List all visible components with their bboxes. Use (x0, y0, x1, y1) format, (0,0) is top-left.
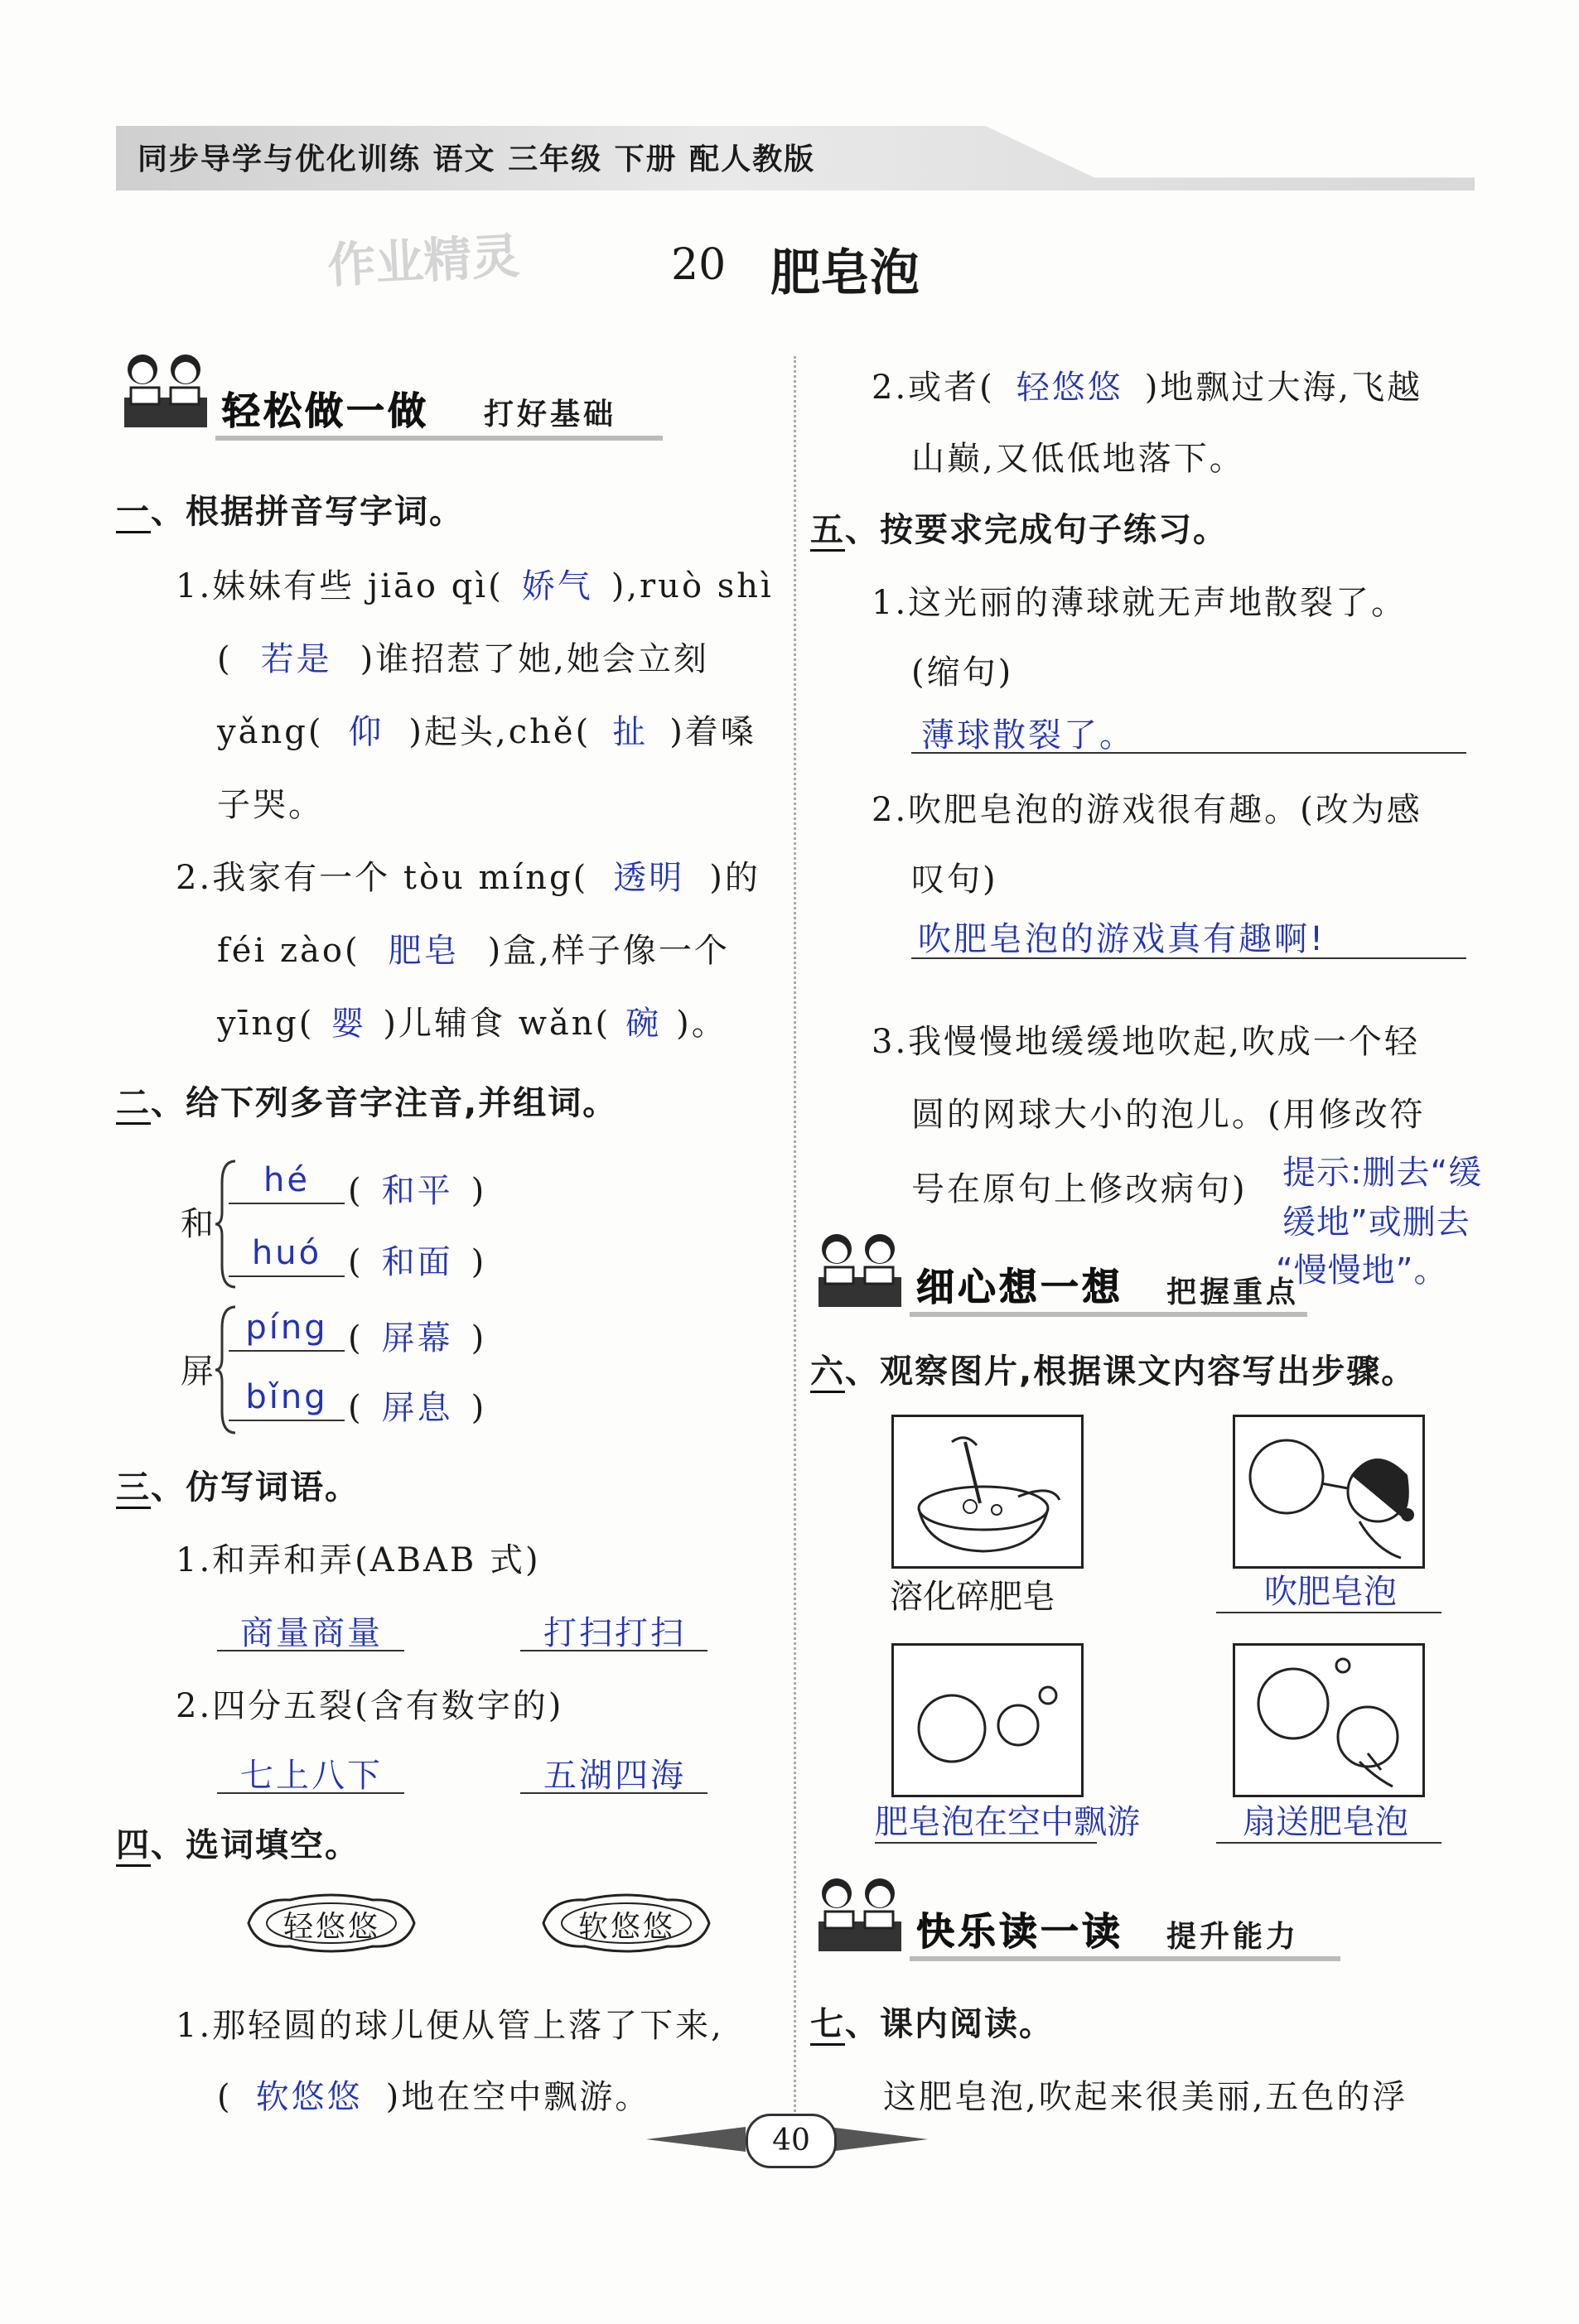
banner-sub-text: 打好基础 (484, 398, 617, 432)
question-2-heading (116, 1077, 617, 1124)
question-5-number: 五 (810, 511, 845, 552)
text: féi zào( (217, 932, 360, 970)
text: ( (348, 1172, 364, 1210)
text: )盒,样子像一个 (487, 932, 730, 970)
answer-line (229, 1203, 345, 1204)
text: ) (471, 1319, 487, 1357)
tag-label: 轻悠悠 (283, 1910, 381, 1944)
bubbles-icon (894, 1646, 1081, 1795)
text: ( (348, 1319, 364, 1357)
text: ) (471, 1243, 487, 1281)
answer-line (1216, 1612, 1441, 1613)
section-banner-focus (810, 1219, 1357, 1327)
q1-line-3 (217, 706, 756, 753)
question-3-heading (116, 1461, 360, 1508)
word-tag-2 (535, 1890, 717, 1956)
text: )谁招惹了她,她会立刻 (360, 640, 709, 678)
answer-line (520, 1650, 707, 1651)
answer: 薄球散裂了。 (921, 716, 1135, 755)
answer-line (229, 1275, 345, 1277)
answer: píng (245, 1309, 328, 1347)
text: )的 (709, 859, 761, 897)
q1-line-5 (176, 851, 761, 899)
page-number: 40 (746, 2114, 837, 2168)
question-6-number: 六 (810, 1352, 845, 1393)
word-answer-row (348, 1236, 486, 1283)
question-1-title: 、根据拼音写字词。 (151, 493, 464, 531)
question-5-title: 、按要求完成句子练习。 (845, 511, 1228, 549)
banner-sub-text: 提升能力 (1166, 1920, 1300, 1954)
text: ) (471, 1389, 487, 1427)
text: )着嗓 (669, 713, 756, 751)
question-3-title: 、仿写词语。 (151, 1468, 360, 1507)
pinyin-answer (229, 1378, 345, 1416)
picture-floating-bubbles (891, 1643, 1084, 1797)
answer-line (911, 752, 1466, 754)
text: ( (217, 2078, 233, 2116)
banner-main-text: 轻松做一做 (222, 388, 429, 433)
answer-line (875, 1842, 1097, 1844)
answer: bǐng (245, 1378, 328, 1416)
answer-line (217, 1650, 404, 1651)
question-7-number: 七 (810, 2005, 845, 2046)
q5-sentence-1: 1.这光丽的薄球就无声地散裂了。 (872, 584, 1408, 622)
answer: 娇气 (521, 567, 593, 605)
pinyin-answer (229, 1161, 345, 1199)
question-7-title: 、课内阅读。 (845, 2005, 1054, 2043)
answer: 和面 (381, 1243, 453, 1281)
q4-line-2 (217, 2071, 650, 2118)
polyphone-char-1: 和 (181, 1205, 216, 1243)
kids-reading-icon (810, 1227, 910, 1319)
answer: huó (251, 1234, 322, 1272)
q5-sentence-2-req: 叹句) (911, 861, 998, 899)
question-7-heading (810, 1998, 1054, 2045)
pinyin-answer (229, 1234, 345, 1272)
section-banner-reading (810, 1864, 1357, 1971)
answer: 商量商量 (240, 1614, 383, 1652)
answer: 肥皂 (388, 932, 460, 970)
answer: 屏息 (381, 1389, 453, 1427)
question-6-title: 、观察图片,根据课文内容写出步骤。 (845, 1352, 1417, 1391)
kids-reading-icon (116, 348, 215, 439)
answer-line (1216, 1842, 1441, 1844)
caption-1: 溶化碎肥皂 (890, 1578, 1055, 1616)
answer: 吹肥皂泡的游戏真有趣啊! (918, 920, 1326, 958)
polyphone-char-2: 屏 (181, 1352, 216, 1391)
answer: 透明 (613, 859, 685, 897)
answer: hé (263, 1161, 310, 1199)
hint-text: “慢慢地”。 (1276, 1251, 1448, 1290)
q4-line-3 (872, 361, 1422, 408)
section-banner-basics (116, 340, 663, 447)
q3-prompt-1: 1.和弄和弄(ABAB 式) (176, 1541, 541, 1579)
answer: 婴 (331, 1005, 367, 1043)
question-4-heading (116, 1819, 360, 1866)
banner-underline (215, 436, 663, 441)
text: 2.或者( (872, 369, 995, 407)
text: 2.我家有一个 tòu míng( (176, 859, 589, 897)
q4-line-4: 山巅,又低低地落下。 (911, 440, 1245, 478)
answer: 五湖四海 (543, 1757, 686, 1795)
question-1-number: 一 (116, 493, 151, 533)
answer-line (911, 957, 1466, 959)
text: ( (348, 1389, 364, 1427)
answer: 和平 (381, 1172, 453, 1210)
q1-line-7 (217, 997, 727, 1044)
q4-line-1: 1.那轻圆的球儿便从管上落了下来, (176, 2007, 724, 2045)
text: )儿辅食 wǎn( (383, 1005, 611, 1043)
answer: 软悠悠 (255, 2078, 363, 2116)
caption-3: 肥皂泡在空中飘游 (875, 1803, 1140, 1841)
q5-sentence-3b: 圆的网球大小的泡儿。(用修改符 (911, 1096, 1426, 1134)
header-text: 同步导学与优化训练 语文 三年级 下册 配人教版 (138, 142, 816, 176)
text: ),ruò shì (611, 567, 774, 605)
answer: 屏幕 (381, 1319, 453, 1357)
text: )起头,chě( (408, 713, 592, 751)
text: )。 (676, 1005, 727, 1043)
answer: 碗 (625, 1005, 662, 1043)
watermark: 作业精灵 (326, 227, 521, 295)
column-divider (794, 356, 796, 2137)
picture-blowing-bubble (1233, 1415, 1425, 1569)
question-4-number: 四 (116, 1826, 151, 1867)
hint-text: 提示:删去“缓 (1282, 1154, 1483, 1192)
bowl-stirring-icon (894, 1417, 1081, 1566)
reading-passage: 这肥皂泡,吹起来很美丽,五色的浮 (883, 2078, 1408, 2116)
banner-underline (910, 1956, 1340, 1961)
hand-fanning-icon (1235, 1646, 1422, 1795)
answer: 打扫打扫 (543, 1614, 686, 1652)
answer: 仰 (348, 713, 384, 751)
q5-sentence-3c: 号在原句上修改病句) (911, 1170, 1248, 1208)
question-6-heading (810, 1345, 1416, 1392)
banner-sub-text: 把握重点 (1166, 1275, 1300, 1309)
answer-line (229, 1350, 345, 1352)
question-3-number: 三 (116, 1468, 151, 1509)
text: 1.妹妹有些 jiāo qì( (176, 567, 504, 605)
page-header (116, 126, 1475, 190)
banner-underline (910, 1312, 1307, 1317)
text: yǎng( (217, 713, 324, 751)
answer-line (520, 1792, 707, 1794)
hint-text: 缓地”或删去 (1282, 1203, 1470, 1242)
q1-line-1 (176, 560, 774, 607)
banner-main-text: 细心想一想 (916, 1265, 1123, 1309)
word-answer-row (348, 1381, 486, 1429)
banner-main-text: 快乐读一读 (916, 1909, 1123, 1954)
pinyin-answer (229, 1309, 345, 1347)
question-1-heading (116, 485, 464, 533)
kids-reading-icon (810, 1872, 910, 1963)
word-answer-row (348, 1164, 486, 1212)
q1-line-4: 子哭。 (217, 786, 324, 824)
answer: 扯 (612, 713, 649, 751)
tag-label: 软悠悠 (578, 1910, 676, 1944)
word-tag-1 (240, 1890, 423, 1956)
text: )地在空中飘游。 (385, 2078, 651, 2116)
answer: 若是 (260, 640, 332, 678)
q5-sentence-2: 2.吹肥皂泡的游戏很有趣。(改为感 (872, 791, 1422, 829)
answer-line (217, 1792, 404, 1794)
word-answer-row (348, 1312, 486, 1359)
text: )地飘过大海,飞越 (1144, 369, 1423, 407)
lesson-title: 肥皂泡 (770, 244, 920, 302)
girl-blowing-icon (1235, 1417, 1422, 1566)
question-2-title: 、给下列多音字注音,并组词。 (151, 1084, 618, 1122)
q1-line-2 (217, 633, 709, 680)
picture-melting-soap (891, 1415, 1084, 1569)
text: ( (217, 640, 233, 678)
q3-prompt-2: 2.四分五裂(含有数字的) (176, 1687, 564, 1725)
picture-fanning-bubble (1233, 1643, 1425, 1797)
question-5-heading (810, 504, 1228, 551)
answer-line (229, 1420, 345, 1421)
text: ) (471, 1172, 487, 1210)
question-2-number: 二 (116, 1084, 151, 1125)
question-4-title: 、选词填空。 (151, 1826, 360, 1864)
text: yīng( (217, 1005, 315, 1043)
q5-sentence-1-req: (缩句) (911, 653, 1014, 692)
answer: 轻悠悠 (1016, 369, 1123, 407)
answer: 七上八下 (240, 1757, 383, 1795)
caption-4: 扇送肥皂泡 (1243, 1803, 1408, 1841)
lesson-number: 20 (671, 240, 727, 290)
text: ( (348, 1243, 364, 1281)
q1-line-6 (217, 924, 730, 972)
caption-2: 吹肥皂泡 (1264, 1573, 1397, 1611)
q5-sentence-3: 3.我慢慢地缓缓地吹起,吹成一个轻 (872, 1023, 1420, 1061)
